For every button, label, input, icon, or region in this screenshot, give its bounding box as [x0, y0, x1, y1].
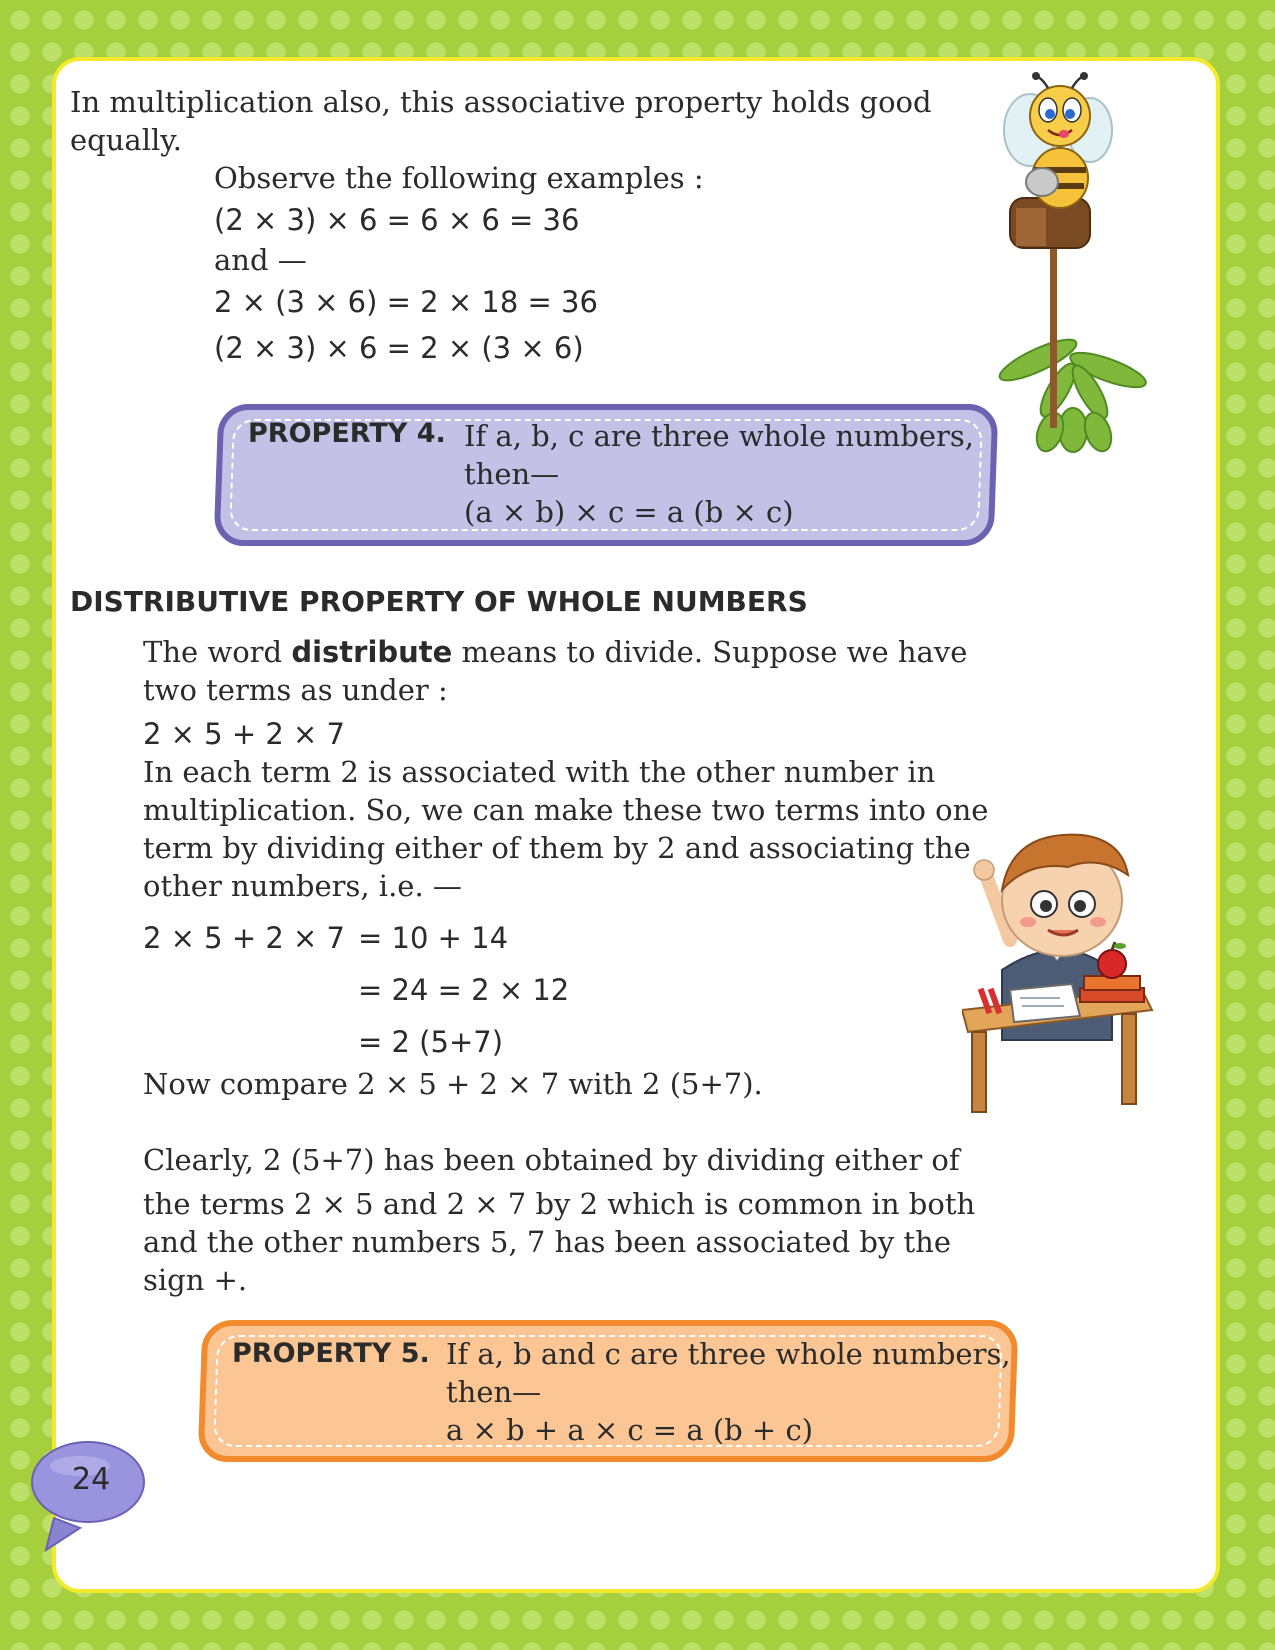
terms-expression: 2 × 5 + 2 × 7 — [143, 717, 346, 751]
explanation-line-2: multiplication. So, we can make these two terms into one — [143, 793, 989, 827]
example-equation-1: (2 × 3) × 6 = 6 × 6 = 36 — [214, 203, 580, 237]
explanation-line-1: In each term 2 is associated with the other number in — [143, 755, 936, 789]
example-equation-2: 2 × (3 × 6) = 2 × 18 = 36 — [214, 285, 598, 319]
distribute-word: distribute — [291, 635, 453, 669]
calculation-lhs: 2 × 5 + 2 × 7 — [143, 921, 346, 955]
conclusion-line-1: Clearly, 2 (5+7) has been obtained by dividing either of — [143, 1143, 960, 1177]
property-5-formula: a × b + a × c = a (b + c) — [446, 1413, 814, 1447]
explanation-line-3: term by dividing either of them by 2 and associating the — [143, 831, 971, 865]
intro-line-2: equally. — [70, 123, 182, 157]
distributive-paragraph-line-2: two terms as under : — [143, 673, 448, 707]
calculation-step-3: = 2 (5+7) — [358, 1025, 504, 1059]
conclusion-line-4: sign +. — [143, 1263, 248, 1297]
section-heading: DISTRIBUTIVE PROPERTY OF WHOLE NUMBERS — [70, 585, 808, 618]
calculation-step-1: = 10 + 14 — [358, 921, 509, 955]
property-5-line-1: If a, b and c are three whole numbers, — [446, 1337, 1011, 1371]
explanation-line-4: other numbers, i.e. — — [143, 869, 462, 903]
example-equation-3: (2 × 3) × 6 = 2 × (3 × 6) — [214, 331, 584, 365]
property-4-line-2: then— — [464, 457, 560, 491]
observe-text: Observe the following examples : — [214, 161, 704, 195]
bee-on-post-illustration — [998, 70, 1148, 470]
distributive-paragraph-line-1: The word distribute means to divide. Suppose we have — [143, 635, 968, 669]
conclusion-line-2: the terms 2 × 5 and 2 × 7 by 2 which is common in both — [143, 1187, 976, 1221]
page-number: 24 — [72, 1462, 111, 1497]
compare-line: Now compare 2 × 5 + 2 × 7 with 2 (5+7). — [143, 1067, 763, 1101]
intro-line-1: In multiplication also, this associative property holds good — [70, 85, 932, 119]
property-5-label: PROPERTY 5. — [232, 1338, 430, 1369]
property-4-label: PROPERTY 4. — [248, 418, 446, 449]
example-and: and — — [214, 243, 307, 277]
calculation-step-2: = 24 = 2 × 12 — [358, 973, 570, 1007]
boy-at-desk-illustration — [962, 820, 1162, 1120]
conclusion-line-3: and the other numbers 5, 7 has been associated by the — [143, 1225, 952, 1259]
property-4-line-1: If a, b, c are three whole numbers, — [464, 419, 975, 453]
property-4-formula: (a × b) × c = a (b × c) — [464, 495, 794, 529]
property-5-line-2: then— — [446, 1375, 542, 1409]
